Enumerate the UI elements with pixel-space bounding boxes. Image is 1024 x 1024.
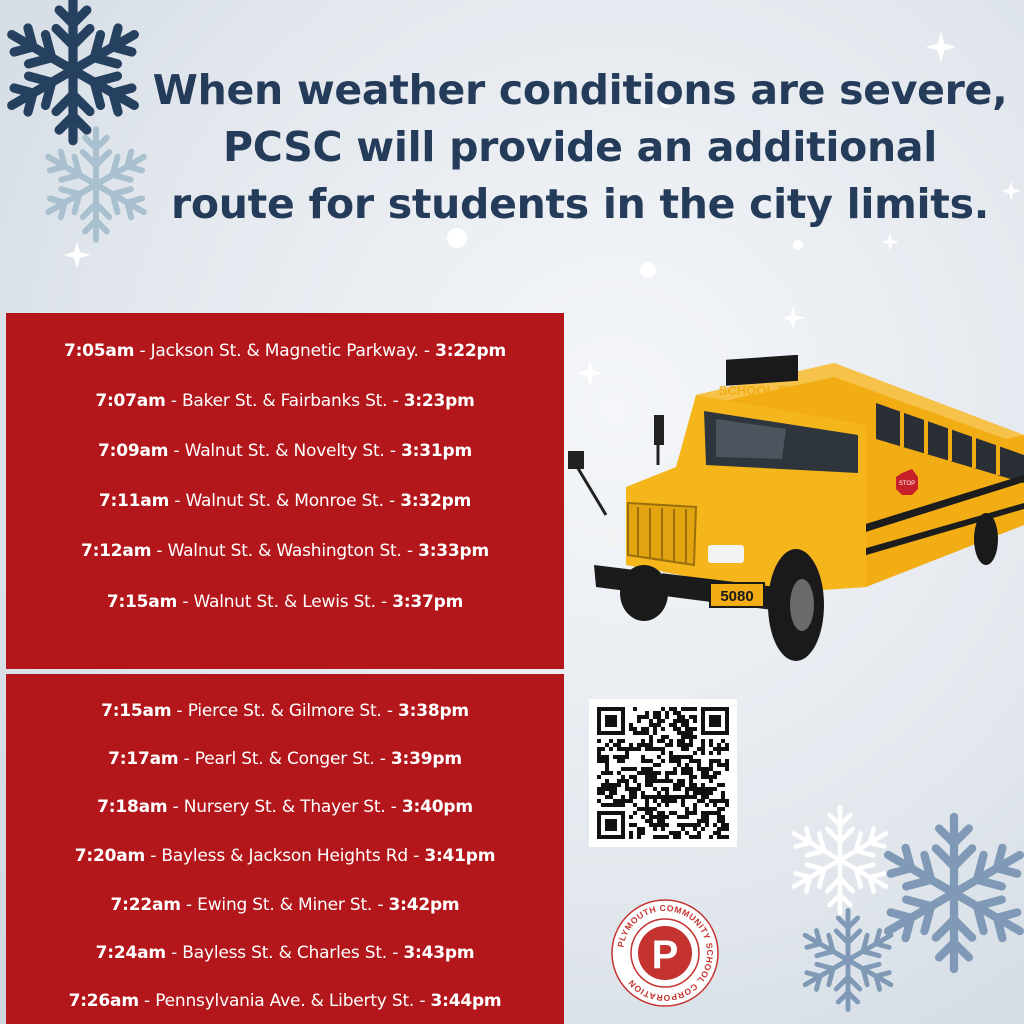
separator: - <box>387 391 404 411</box>
wheel <box>620 565 668 621</box>
pm-time: 3:33pm <box>418 541 490 561</box>
schedule-row <box>6 701 564 721</box>
bus-sign-text: SCHOOL BUS <box>718 383 806 398</box>
pm-time: 3:31pm <box>400 441 472 461</box>
school-bus-image <box>566 355 1024 665</box>
separator: - <box>374 749 391 769</box>
separator: - <box>387 943 404 963</box>
separator: - <box>134 341 151 361</box>
schedule-row <box>6 341 564 361</box>
am-time: 7:26am <box>68 991 139 1011</box>
am-time: 7:11am <box>98 491 170 511</box>
am-time: 7:15am <box>106 592 178 612</box>
schedule-row <box>6 749 564 769</box>
plymouth-logo <box>610 898 720 1008</box>
schedule-row <box>6 991 564 1011</box>
logo-ring-text: PLYMOUTH COMMUNITY SCHOOL CORPORATION <box>615 902 716 1004</box>
separator: - <box>171 701 188 721</box>
headline-line: route for students in the city limits. <box>171 180 989 228</box>
pm-time: 3:23pm <box>403 391 475 411</box>
stop-name: Walnut St. & Novelty St. <box>184 441 385 461</box>
pm-time: 3:40pm <box>401 797 473 817</box>
pm-time: 3:37pm <box>392 592 464 612</box>
stop-name: Walnut St. & Monroe St. <box>185 491 384 511</box>
separator: - <box>414 991 431 1011</box>
headline <box>150 62 1010 233</box>
separator: - <box>383 491 401 511</box>
schedule-row <box>6 846 564 866</box>
logo-letter: P <box>651 933 679 977</box>
separator: - <box>385 797 402 817</box>
mirror <box>568 451 584 469</box>
stop-name: Bayless & Jackson Heights Rd <box>161 846 408 866</box>
pm-time: 3:41pm <box>424 846 496 866</box>
bus-sign <box>726 355 798 386</box>
separator: - <box>407 846 425 866</box>
schedule-row <box>6 391 564 411</box>
pm-time: 3:39pm <box>390 749 462 769</box>
qr-code-icon <box>589 699 737 847</box>
stop-name: Walnut St. & Lewis St. <box>193 592 376 612</box>
am-time: 7:24am <box>95 943 166 963</box>
separator: - <box>372 895 389 915</box>
schedule-row <box>6 541 564 561</box>
am-time: 7:15am <box>101 701 172 721</box>
pm-time: 3:42pm <box>388 895 460 915</box>
am-time: 7:07am <box>95 391 166 411</box>
stop-name: Bayless St. & Charles St. <box>182 943 388 963</box>
separator: - <box>167 797 184 817</box>
snow-dot <box>793 240 803 250</box>
separator: - <box>169 491 186 511</box>
schedule-row <box>6 943 564 963</box>
pm-time: 3:32pm <box>400 491 472 511</box>
star-icon <box>880 232 900 252</box>
separator: - <box>177 592 194 612</box>
star-icon <box>924 30 958 64</box>
pm-time: 3:44pm <box>430 991 502 1011</box>
stop-name: Pennsylvania Ave. & Liberty St. <box>155 991 415 1011</box>
separator: - <box>138 991 156 1011</box>
separator: - <box>145 846 162 866</box>
pm-time: 3:22pm <box>435 341 507 361</box>
schedule-row <box>6 491 564 511</box>
bus-number: 5080 <box>720 588 754 605</box>
separator: - <box>151 541 168 561</box>
am-time: 7:20am <box>74 846 145 866</box>
separator: - <box>178 749 195 769</box>
schedule-row <box>6 592 564 612</box>
schedule-row <box>6 441 564 461</box>
stop-name: Walnut St. & Washington St. <box>167 541 402 561</box>
separator: - <box>168 441 185 461</box>
separator: - <box>180 895 198 915</box>
headlight <box>708 545 744 563</box>
separator: - <box>384 441 401 461</box>
pm-time: 3:43pm <box>403 943 475 963</box>
headline-line: PCSC will provide an additional <box>222 123 938 171</box>
stop-name: Ewing St. & Miner St. <box>197 895 373 915</box>
separator: - <box>165 391 182 411</box>
stop-name: Pierce St. & Gilmore St. <box>187 701 382 721</box>
separator: - <box>381 701 398 721</box>
am-time: 7:09am <box>98 441 169 461</box>
stop-name: Nursery St. & Thayer St. <box>183 797 386 817</box>
stop-sign-text: STOP <box>898 481 916 487</box>
separator: - <box>418 341 436 361</box>
schedule-row <box>6 797 564 817</box>
stop-name: Pearl St. & Conger St. <box>194 749 375 769</box>
wheel <box>974 513 998 565</box>
headline-line: When weather conditions are severe, <box>152 66 1008 114</box>
pm-time: 3:38pm <box>397 701 469 721</box>
snow-dot <box>640 262 656 278</box>
am-time: 7:17am <box>108 749 179 769</box>
am-time: 7:22am <box>110 895 181 915</box>
snowflake-icon <box>792 904 904 1016</box>
route-2-schedule <box>6 674 564 1024</box>
schedule-row <box>6 895 564 915</box>
qr-code-pattern <box>597 707 729 839</box>
stop-name: Jackson St. & Magnetic Parkway. <box>150 341 419 361</box>
separator: - <box>165 943 183 963</box>
am-time: 7:05am <box>63 341 135 361</box>
separator: - <box>401 541 419 561</box>
am-time: 7:12am <box>80 541 152 561</box>
route-1-schedule <box>6 313 564 669</box>
snowflake-icon <box>26 122 166 247</box>
am-time: 7:18am <box>97 797 168 817</box>
separator: - <box>375 592 393 612</box>
star-icon <box>780 305 806 331</box>
stop-name: Baker St. & Fairbanks St. <box>181 391 388 411</box>
